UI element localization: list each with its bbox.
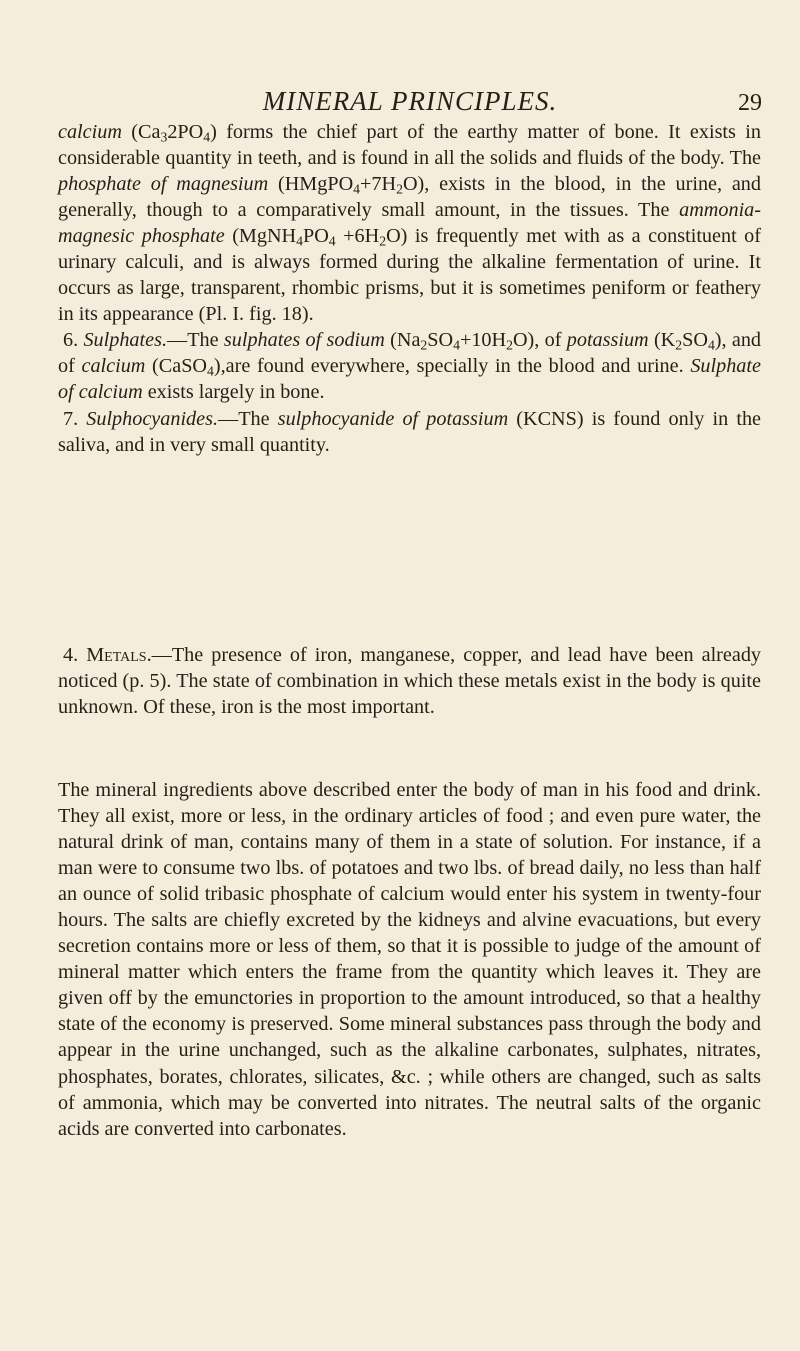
paragraph-sulphates xyxy=(58,327,761,405)
text-run: O) is frequently met with as a constituent of urinary calculi, and is always formed during the alkaline fermentation of urine. It occurs as large, transparent, rhombic prisms, but it is sometimes peniform or feathery in its appearance (Pl. I. fig. 18). xyxy=(58,225,761,326)
subscript: 4 xyxy=(328,233,336,249)
subscript: 4 xyxy=(707,337,715,353)
text-run: O), exists in the blood, in the urine, and generally, though to a comparatively small amount, in the tissues. The xyxy=(58,173,761,222)
page-header xyxy=(60,86,760,120)
text-run: SO xyxy=(427,329,454,352)
running-title: MINERAL PRINCIPLES. xyxy=(262,86,558,116)
text-block-mineral-ingredients xyxy=(58,777,761,1142)
text-run: —The xyxy=(167,329,224,352)
page-number: 29 xyxy=(738,90,762,116)
section-number: 6. xyxy=(63,329,84,352)
subscript: 2 xyxy=(506,337,513,353)
subscript: 4 xyxy=(296,233,303,249)
text-run: 2PO xyxy=(167,121,204,143)
subscript: 4 xyxy=(203,129,211,145)
text-run: exists largely in bone. xyxy=(142,381,325,404)
subscript: 4 xyxy=(207,363,214,379)
text-run: —The xyxy=(218,407,278,430)
text-run: ), and of xyxy=(58,329,762,378)
text-run: +10H xyxy=(459,329,507,352)
section-number: 4. xyxy=(63,644,87,666)
text-run: (Ca xyxy=(121,121,161,143)
text-run: (Na xyxy=(384,329,421,352)
term-sulphocyanide-of-potassium: sulphocyanide of potassium xyxy=(277,407,509,430)
term-sulphate-of-calcium: Sulphate of calcium xyxy=(58,355,761,404)
text-run: (K xyxy=(648,329,676,352)
text-run: (HMgPO xyxy=(268,173,354,196)
text-run: (MgNH xyxy=(224,225,297,248)
section-heading-sulphocyanides: Sulphocyanides. xyxy=(86,407,219,430)
subscript: 4 xyxy=(453,337,460,353)
text-run: ),are found everywhere, specially in the blood and urine. xyxy=(213,355,691,378)
section-number: 7. xyxy=(63,407,87,430)
paragraph-sulphocyanides xyxy=(58,406,761,458)
section-heading-metals: Metals. xyxy=(86,644,152,666)
term-phosphate-of-magnesium: phosphate of magnesium xyxy=(58,173,269,196)
section-heading-sulphates: Sulphates. xyxy=(83,329,168,352)
text-run: +7H xyxy=(360,173,397,196)
text-run: (CaSO xyxy=(145,355,208,378)
term-calcium: calcium xyxy=(81,355,146,378)
paragraph-metals xyxy=(58,642,761,720)
paragraph-calcium-phosphate xyxy=(58,119,761,327)
term-ammonia-magnesic-phosphate: ammonia-magnesic phosphate xyxy=(58,199,761,248)
text-run: PO xyxy=(302,225,329,248)
term-calcium: calcium xyxy=(58,121,122,143)
text-run: O), of xyxy=(512,329,567,352)
text-run: SO xyxy=(682,329,708,352)
subscript: 2 xyxy=(420,337,428,353)
subscript: 2 xyxy=(675,337,683,353)
term-sulphates-of-sodium: sulphates of sodium xyxy=(223,329,385,352)
subscript: 2 xyxy=(396,181,403,197)
term-potassium: potassium xyxy=(566,329,649,352)
text-run: +6H xyxy=(335,225,380,248)
subscript: 3 xyxy=(160,129,168,145)
text-block-salts xyxy=(58,119,761,458)
paragraph-mineral-ingredients: The mineral ingredients above described enter the body of man in his food and drink. They all exist, more or less, in the ordinary articles of food ; and even pure water, the natural drink of man, contains many of them in a state of solution. For instance, if a man were to consume two lbs. of potatoes and two lbs. of bread daily, no less than half an ounce of solid tribasic phosphate of calcium would enter his system in twenty-four hours. The salts are chiefly excreted by the kidneys and alvine evacuations, but every secretion contains more or less of them, so that it is possible to judge of the amount of mineral matter which enters the frame from the quantity which leaves it. They are given off by the emunctories in proportion to the amount introduced, so that a healthy state of the economy is preserved. Some mineral substances pass through the body and appear in the urine unchanged, such as the alkaline carbonates, sulphates, nitrates, phosphates, borates, chlorates, silicates, &c. ; while others are changed, such as salts of ammonia, which may be converted into nitrates. The neutral salts of the organic acids are converted into carbonates. xyxy=(58,779,761,1140)
text-run: —The presence of iron, manganese, copper, and lead have been already noticed (p. 5). The state of combination in which these metals exist in the body is quite unknown. Of these, iron is the most important. xyxy=(58,644,762,719)
text-block-metals xyxy=(58,642,761,720)
subscript: 4 xyxy=(353,181,361,197)
text-run: (KCNS) is found only in the saliva, and in very small quantity. xyxy=(58,407,761,456)
text-run: ) forms the chief part of the earthy matter of bone. It exists in considerable quantity in teeth, and is found in all the solids and fluids of the body. The xyxy=(58,121,761,170)
subscript: 2 xyxy=(379,233,387,249)
